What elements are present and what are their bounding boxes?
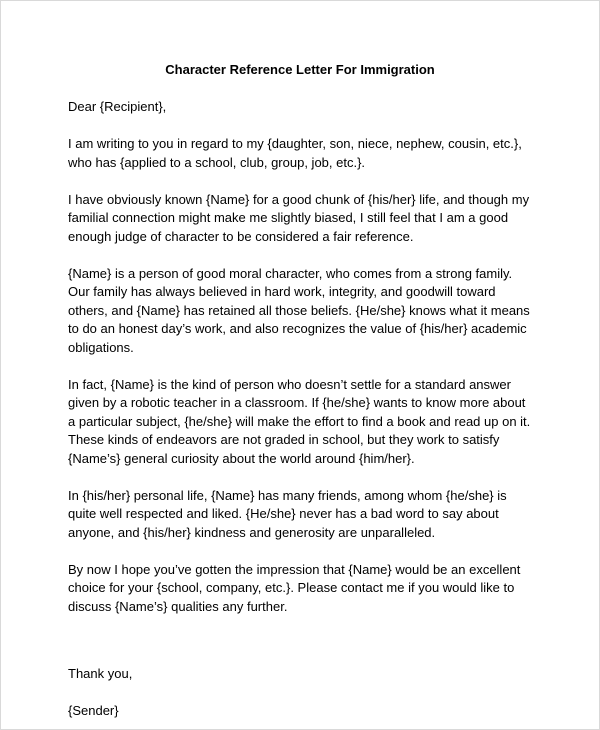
signature: {Sender} <box>68 703 119 718</box>
paragraph-relationship: I have obviously known {Name} for a good chunk of {his/her} life, and though my familial connection might make me slightly biased, I still feel that I am a good enough judge of character to be considered a fair reference. <box>68 191 530 244</box>
paragraph-conclusion: By now I hope you’ve gotten the impression that {Name} would be an excellent choice for your {school, company, etc.}. Please contact me if you would like to discuss {Name’s} qualities any further. <box>68 561 521 614</box>
paragraph-intro: I am writing to you in regard to my {daughter, son, niece, nephew, cousin, etc.}, who has {applied to a school, club, group, job, etc.}. <box>68 136 522 170</box>
paragraph-personal-life: In {his/her} personal life, {Name} has many friends, among whom {he/she} is quite well respected and liked. {He/she} never has a bad word to say about anyone, and {his/her} kindness and generosity are unparalleled. <box>68 487 507 540</box>
salutation: Dear {Recipient}, <box>68 99 167 114</box>
paragraph-moral-character: {Name} is a person of good moral character, who comes from a strong family. Our family has always believed in hard work, integrity, and goodwill toward others, and {Name} has retained all those beliefs. {He/she} knows what it means to do an honest day’s work, and also recognizes the value of {his/her} academic obligations. <box>68 265 530 355</box>
paragraph-curiosity: In fact, {Name} is the kind of person who doesn’t settle for a standard answer given by a robotic teacher in a classroom. If {he/she} wants to know more about a particular subject, {he/she} will make the effort to find a book and read up on it. These kinds of endeavors are not graded in school, but they work to satisfy {Name’s} general curiosity about the world around {him/her}. <box>68 376 531 466</box>
document-title: Character Reference Letter For Immigration <box>165 62 435 77</box>
closing: Thank you, <box>68 666 133 681</box>
